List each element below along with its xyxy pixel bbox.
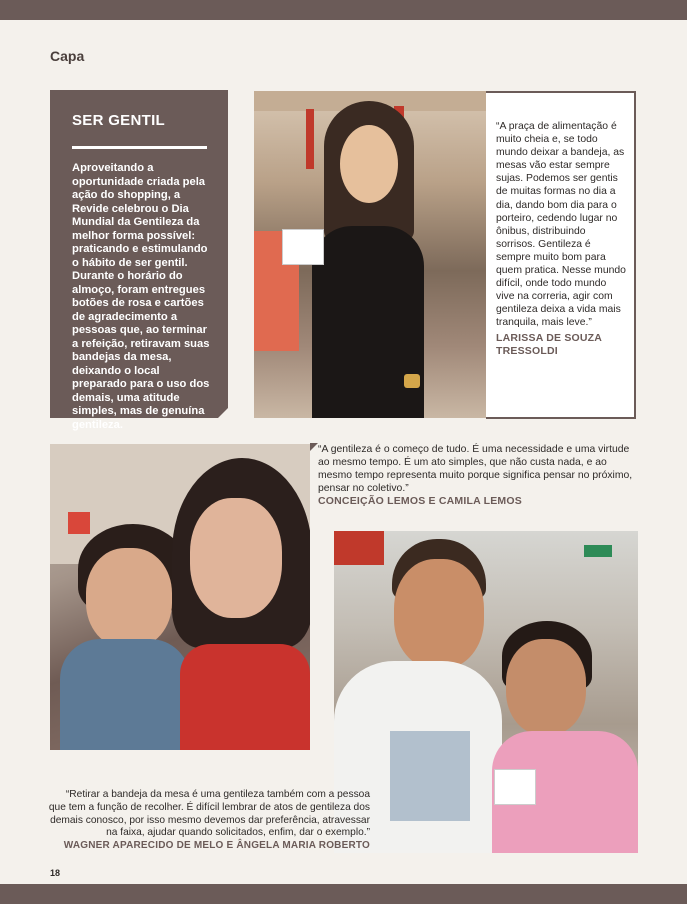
sidebar-corner-notch xyxy=(218,408,228,418)
sidebar-title: SER GENTIL xyxy=(72,112,166,129)
photo-wagner-angela xyxy=(334,531,638,853)
photo-larissa xyxy=(254,91,486,418)
top-bar xyxy=(0,0,687,20)
quote-conceicao-camila xyxy=(318,443,636,508)
quote-text: “Retirar a bandeja da mesa é uma gentileza também com a pessoa que tem a função de recolher. É difícil lembrar de atos de gentileza dos demais conosco, por isso mesmo devemos dar preferência, atravessar na faixa, ajudar quando solicitados, enfim, dar o exemplo.” xyxy=(48,789,370,839)
quote-larissa xyxy=(496,120,626,358)
sidebar-box xyxy=(50,90,228,431)
quote-author: WAGNER APARECIDO DE MELO E ÂNGELA MARIA ROBERTO xyxy=(63,840,370,852)
sidebar-body: Aproveitando a oportunidade criada pela ação do shopping, a Revide celebrou o Dia Mundial da Gentileza da melhor forma possível: praticando e estimulando o hábito de ser gentil. Durante o horário do almoço, foram entregues botões de rosa e cartões de agradecimento a pessoas que, ao terminar a refeição, retiravam suas bandejas da mesa, deixando o local preparado para o uso dos demais, uma atitude simples, mas de genuína gentileza. xyxy=(72,162,210,431)
section-title: Capa xyxy=(50,48,85,64)
quote-wagner-angela xyxy=(48,789,370,853)
quote-text: “A gentileza é o começo de tudo. É uma necessidade e uma virtude ao mesmo tempo. É um ato simples, que não custa nada, e ao mesmo tempo representa muito porque significa pensar no próximo, pensar no coletivo.” xyxy=(318,444,633,494)
sidebar-divider xyxy=(72,146,207,149)
bottom-bar xyxy=(0,884,687,904)
quote-text: “A praça de alimentação é muito cheia e, se todo mundo deixar a bandeja, as mesas vão estar sempre sujas. Podemos ser gentis de muitas formas no dia a dia, dando bom dia para o porteiro, cedendo lugar no ônibus, distribuindo sorrisos. Gentileza é sempre muito bom para quem pratica. Nesse mundo difícil, onde todo mundo vive na correria, agir com gentileza deixa a vida mais tranquila, mais leve.” xyxy=(496,121,626,329)
quote-author: LARISSA DE SOUZA TRESSOLDI xyxy=(496,331,602,357)
photo-conceicao-camila xyxy=(50,444,310,750)
quote-author: CONCEIÇÃO LEMOS E CAMILA LEMOS xyxy=(318,495,522,507)
page-number: 18 xyxy=(50,868,61,878)
quote-marker xyxy=(310,443,318,451)
